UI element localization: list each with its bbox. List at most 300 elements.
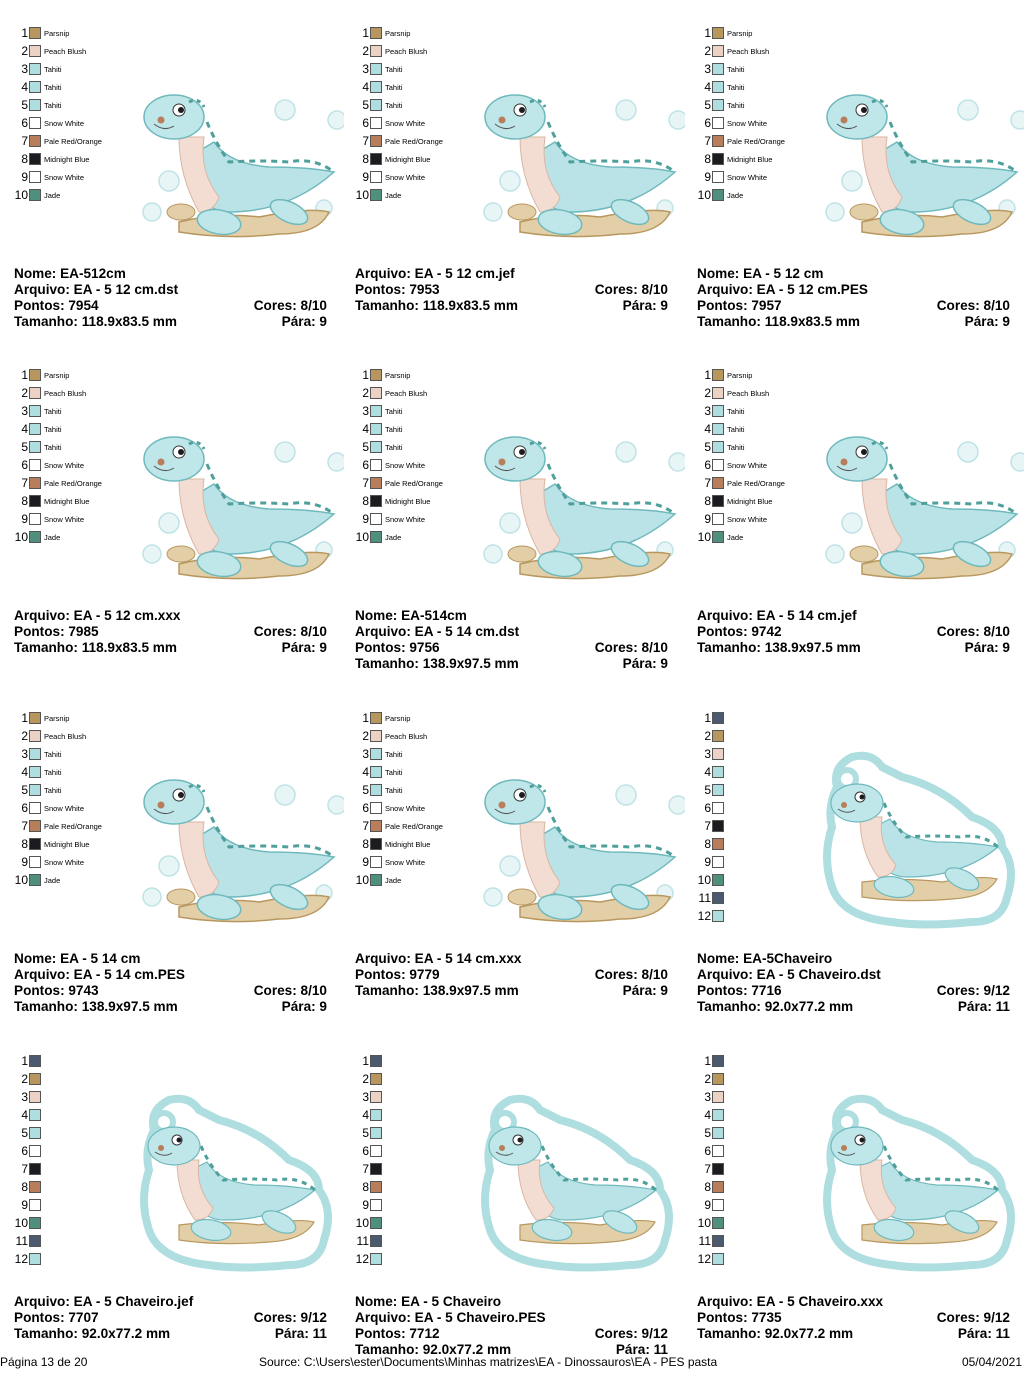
color-swatch xyxy=(370,748,382,760)
thread-color-row xyxy=(14,1232,134,1250)
thread-number: 9 xyxy=(21,855,28,869)
color-swatch xyxy=(712,495,724,507)
color-swatch xyxy=(370,387,382,399)
info-label: Tamanho: 92.0x77.2 mm xyxy=(697,999,854,1014)
info-line xyxy=(355,298,668,314)
thread-color-row xyxy=(14,1088,134,1106)
info-line xyxy=(697,608,1010,624)
color-swatch xyxy=(29,820,41,832)
color-swatch xyxy=(712,171,724,183)
color-swatch xyxy=(712,766,724,778)
thread-color-row xyxy=(355,1232,475,1250)
thread-number: 5 xyxy=(362,440,369,454)
info-line xyxy=(697,999,1010,1015)
info-line xyxy=(697,1310,1010,1326)
thread-color-row xyxy=(697,763,817,781)
thread-number: 10 xyxy=(14,530,28,544)
info-label: Pontos: 7712 xyxy=(355,1326,440,1341)
thread-name: Pale Red/Orange xyxy=(727,136,785,146)
info-label: Pontos: 7707 xyxy=(14,1310,99,1325)
info-line xyxy=(14,1310,327,1326)
color-swatch xyxy=(29,802,41,814)
thread-color-row xyxy=(697,420,817,438)
info-line xyxy=(355,656,668,672)
color-swatch xyxy=(29,856,41,868)
info-label: Arquivo: EA - 5 Chaveiro.xxx xyxy=(697,1294,884,1309)
color-swatch xyxy=(712,784,724,796)
thread-color-row xyxy=(697,96,817,114)
info-line xyxy=(14,951,327,967)
color-swatch xyxy=(29,27,41,39)
thread-color-list xyxy=(355,1052,475,1268)
color-swatch xyxy=(370,495,382,507)
dino-embroidery-art xyxy=(460,404,685,589)
thread-number: 1 xyxy=(362,1054,369,1068)
page-footer xyxy=(0,1355,1024,1369)
color-swatch xyxy=(712,910,724,922)
thread-number: 5 xyxy=(704,98,711,112)
thread-number: 2 xyxy=(21,386,28,400)
thread-name: Midnight Blue xyxy=(44,839,90,849)
thread-color-row xyxy=(697,78,817,96)
thread-color-row xyxy=(697,24,817,42)
thread-number: 9 xyxy=(704,512,711,526)
thread-number: 9 xyxy=(21,512,28,526)
info-value-right: Cores: 8/10 xyxy=(594,282,668,297)
color-swatch xyxy=(370,784,382,796)
design-info xyxy=(14,951,327,1015)
thread-number: 1 xyxy=(21,1054,28,1068)
design-info xyxy=(355,266,668,314)
thread-color-row xyxy=(355,186,475,204)
color-swatch xyxy=(370,63,382,75)
thread-number: 4 xyxy=(362,422,369,436)
thread-color-list xyxy=(355,366,475,546)
thread-number: 8 xyxy=(21,152,28,166)
color-swatch xyxy=(29,45,41,57)
info-line xyxy=(697,983,1010,999)
info-value-right: Cores: 8/10 xyxy=(253,298,327,313)
thread-number: 7 xyxy=(362,476,369,490)
thread-number: 8 xyxy=(21,494,28,508)
color-swatch xyxy=(370,369,382,381)
thread-color-row xyxy=(697,799,817,817)
design-preview xyxy=(802,404,1024,589)
thread-color-row xyxy=(697,817,817,835)
color-swatch xyxy=(712,63,724,75)
thread-number: 2 xyxy=(21,729,28,743)
design-info xyxy=(355,1294,668,1358)
thread-number: 1 xyxy=(362,368,369,382)
thread-color-row xyxy=(14,186,134,204)
thread-color-row xyxy=(14,420,134,438)
thread-name: Tahiti xyxy=(44,406,62,416)
thread-name: Parsnip xyxy=(385,28,411,38)
thread-color-row xyxy=(697,709,817,727)
color-swatch xyxy=(370,459,382,471)
color-swatch xyxy=(29,81,41,93)
thread-color-row xyxy=(14,438,134,456)
thread-number: 6 xyxy=(704,116,711,130)
thread-name: Tahiti xyxy=(385,767,403,777)
thread-number: 3 xyxy=(704,62,711,76)
thread-color-row xyxy=(697,474,817,492)
thread-name: Snow White xyxy=(44,172,85,182)
info-line xyxy=(697,298,1010,314)
info-value-right: Pára: 9 xyxy=(622,983,668,998)
color-swatch xyxy=(712,856,724,868)
thread-color-row xyxy=(697,1250,817,1268)
thread-name: Tahiti xyxy=(44,100,62,110)
info-line xyxy=(355,624,668,640)
info-value-right: Cores: 9/12 xyxy=(936,1310,1010,1325)
color-swatch xyxy=(712,1217,724,1229)
design-info xyxy=(697,1294,1010,1342)
color-swatch xyxy=(29,1199,41,1211)
info-line xyxy=(355,983,668,999)
thread-number: 6 xyxy=(362,801,369,815)
thread-name: Snow White xyxy=(727,514,768,524)
thread-name: Tahiti xyxy=(727,424,745,434)
info-label: Arquivo: EA - 5 12 cm.PES xyxy=(697,282,868,297)
thread-name: Tahiti xyxy=(385,100,403,110)
info-label: Arquivo: EA - 5 12 cm.jef xyxy=(355,266,515,281)
design-info xyxy=(14,1294,327,1342)
design-preview xyxy=(802,747,1024,932)
print-date: 05/04/2021 xyxy=(961,1355,1022,1369)
info-line xyxy=(355,266,668,282)
color-swatch xyxy=(370,153,382,165)
color-swatch xyxy=(370,117,382,129)
design-card xyxy=(14,366,344,706)
color-swatch xyxy=(712,135,724,147)
thread-number: 2 xyxy=(362,1072,369,1086)
thread-color-row xyxy=(355,1070,475,1088)
info-line xyxy=(355,967,668,983)
thread-color-row xyxy=(14,492,134,510)
info-label: Tamanho: 118.9x83.5 mm xyxy=(697,314,860,329)
thread-number: 7 xyxy=(704,819,711,833)
color-swatch xyxy=(370,1145,382,1157)
thread-name: Snow White xyxy=(385,803,426,813)
info-label: Pontos: 9742 xyxy=(697,624,782,639)
thread-number: 9 xyxy=(704,855,711,869)
color-swatch xyxy=(712,1253,724,1265)
thread-color-row xyxy=(355,745,475,763)
color-swatch xyxy=(370,45,382,57)
thread-number: 5 xyxy=(704,783,711,797)
thread-color-row xyxy=(14,709,134,727)
thread-number: 4 xyxy=(21,1108,28,1122)
design-info xyxy=(14,608,327,656)
thread-color-row xyxy=(355,402,475,420)
design-card xyxy=(697,709,1024,1049)
thread-number: 8 xyxy=(21,1180,28,1194)
design-card xyxy=(355,24,685,364)
info-line xyxy=(14,266,327,282)
thread-number: 7 xyxy=(21,134,28,148)
thread-color-row xyxy=(697,438,817,456)
info-label: Arquivo: EA - 5 Chaveiro.jef xyxy=(14,1294,194,1309)
thread-color-row xyxy=(14,456,134,474)
info-label: Arquivo: EA - 5 Chaveiro.PES xyxy=(355,1310,546,1325)
info-value-right: Pára: 11 xyxy=(615,1342,668,1357)
thread-name: Parsnip xyxy=(727,370,753,380)
info-line xyxy=(14,624,327,640)
thread-number: 9 xyxy=(362,512,369,526)
color-swatch xyxy=(370,1199,382,1211)
info-value-right: Pára: 9 xyxy=(622,656,668,671)
info-value-right: Pára: 9 xyxy=(622,298,668,313)
thread-color-row xyxy=(355,42,475,60)
thread-number: 2 xyxy=(21,44,28,58)
thread-color-list xyxy=(14,1052,134,1268)
design-card xyxy=(355,1052,685,1392)
color-swatch xyxy=(712,531,724,543)
info-value-right: Pára: 11 xyxy=(957,1326,1010,1341)
design-preview xyxy=(802,62,1024,247)
thread-number: 10 xyxy=(355,1216,369,1230)
thread-number: 3 xyxy=(704,747,711,761)
design-info xyxy=(355,951,668,999)
thread-name: Snow White xyxy=(44,803,85,813)
color-swatch xyxy=(370,802,382,814)
info-value-right: Cores: 8/10 xyxy=(936,624,1010,639)
info-line xyxy=(697,624,1010,640)
thread-number: 7 xyxy=(362,819,369,833)
info-label: Nome: EA-512cm xyxy=(14,266,126,281)
color-swatch xyxy=(29,441,41,453)
design-card xyxy=(355,709,685,1049)
page-number: Página 13 de 20 xyxy=(0,1355,88,1369)
thread-color-row xyxy=(697,1214,817,1232)
thread-number: 6 xyxy=(21,1144,28,1158)
color-swatch xyxy=(29,117,41,129)
thread-color-row xyxy=(697,60,817,78)
thread-number: 8 xyxy=(704,1180,711,1194)
thread-color-row xyxy=(697,1196,817,1214)
info-label: Nome: EA-5Chaveiro xyxy=(697,951,833,966)
thread-color-row xyxy=(14,96,134,114)
thread-color-list xyxy=(14,709,134,889)
thread-number: 3 xyxy=(21,62,28,76)
info-line xyxy=(14,314,327,330)
thread-number: 6 xyxy=(21,116,28,130)
thread-number: 7 xyxy=(21,1162,28,1176)
color-swatch xyxy=(370,1217,382,1229)
thread-color-row xyxy=(355,1142,475,1160)
thread-number: 6 xyxy=(704,801,711,815)
info-line xyxy=(697,951,1010,967)
thread-name: Tahiti xyxy=(44,64,62,74)
thread-number: 8 xyxy=(704,837,711,851)
info-value-right: Pára: 9 xyxy=(281,640,327,655)
thread-name: Parsnip xyxy=(44,370,70,380)
thread-number: 2 xyxy=(704,729,711,743)
thread-number: 3 xyxy=(21,404,28,418)
thread-color-row xyxy=(355,1124,475,1142)
thread-name: Tahiti xyxy=(385,424,403,434)
design-card xyxy=(14,1052,344,1392)
thread-name: Snow White xyxy=(727,460,768,470)
thread-color-row xyxy=(697,745,817,763)
info-value-right: Cores: 9/12 xyxy=(253,1310,327,1325)
thread-color-row xyxy=(697,835,817,853)
thread-color-row xyxy=(355,24,475,42)
thread-name: Snow White xyxy=(385,514,426,524)
info-value-right: Pára: 11 xyxy=(274,1326,327,1341)
design-preview xyxy=(119,404,344,589)
color-swatch xyxy=(370,1235,382,1247)
info-value-right: Cores: 8/10 xyxy=(253,983,327,998)
thread-color-row xyxy=(14,853,134,871)
thread-name: Jade xyxy=(44,532,61,542)
thread-number: 5 xyxy=(362,783,369,797)
info-line xyxy=(14,608,327,624)
thread-color-row xyxy=(14,384,134,402)
thread-color-row xyxy=(355,1250,475,1268)
color-swatch xyxy=(29,784,41,796)
info-line xyxy=(697,1326,1010,1342)
color-swatch xyxy=(29,748,41,760)
thread-color-row xyxy=(355,510,475,528)
color-swatch xyxy=(29,1073,41,1085)
thread-number: 3 xyxy=(704,404,711,418)
info-label: Arquivo: EA - 5 14 cm.dst xyxy=(355,624,520,639)
info-line xyxy=(14,640,327,656)
thread-color-row xyxy=(14,474,134,492)
info-label: Pontos: 7735 xyxy=(697,1310,782,1325)
color-swatch xyxy=(29,63,41,75)
thread-color-row xyxy=(355,835,475,853)
thread-name: Jade xyxy=(385,532,402,542)
dino-embroidery-art xyxy=(119,404,344,589)
thread-number: 10 xyxy=(697,1216,711,1230)
thread-name: Tahiti xyxy=(44,442,62,452)
info-label: Pontos: 9756 xyxy=(355,640,440,655)
info-label: Tamanho: 138.9x97.5 mm xyxy=(697,640,861,655)
thread-number: 5 xyxy=(362,98,369,112)
info-label: Tamanho: 138.9x97.5 mm xyxy=(355,656,519,671)
thread-color-row xyxy=(14,60,134,78)
thread-color-row xyxy=(697,727,817,745)
thread-name: Tahiti xyxy=(44,785,62,795)
color-swatch xyxy=(370,1091,382,1103)
color-swatch xyxy=(712,189,724,201)
info-label: Pontos: 7716 xyxy=(697,983,782,998)
thread-number: 5 xyxy=(21,440,28,454)
thread-color-row xyxy=(14,763,134,781)
thread-name: Snow White xyxy=(44,460,85,470)
thread-number: 10 xyxy=(14,873,28,887)
thread-number: 10 xyxy=(14,1216,28,1230)
info-label: Pontos: 7957 xyxy=(697,298,782,313)
thread-color-row xyxy=(14,1070,134,1088)
color-swatch xyxy=(29,189,41,201)
color-swatch xyxy=(370,1253,382,1265)
thread-number: 7 xyxy=(362,1162,369,1176)
design-preview xyxy=(119,747,344,932)
color-swatch xyxy=(29,712,41,724)
thread-color-row xyxy=(355,384,475,402)
thread-color-row xyxy=(14,799,134,817)
keychain-embroidery-art xyxy=(802,747,1024,932)
thread-number: 7 xyxy=(362,134,369,148)
thread-color-row xyxy=(355,1106,475,1124)
info-label: Pontos: 9779 xyxy=(355,967,440,982)
design-card xyxy=(355,366,685,706)
thread-number: 6 xyxy=(362,116,369,130)
thread-color-row xyxy=(697,889,817,907)
thread-number: 5 xyxy=(21,98,28,112)
info-value-right: Pára: 9 xyxy=(281,314,327,329)
info-label: Arquivo: EA - 5 Chaveiro.dst xyxy=(697,967,881,982)
thread-name: Parsnip xyxy=(385,370,411,380)
thread-color-row xyxy=(355,1178,475,1196)
thread-name: Midnight Blue xyxy=(727,496,773,506)
thread-color-row xyxy=(355,474,475,492)
color-swatch xyxy=(29,1217,41,1229)
thread-name: Peach Blush xyxy=(727,46,770,56)
thread-number: 6 xyxy=(21,458,28,472)
keychain-embroidery-art xyxy=(460,1090,685,1275)
thread-color-row xyxy=(355,150,475,168)
dino-embroidery-art xyxy=(119,62,344,247)
info-line xyxy=(355,1294,668,1310)
thread-color-row xyxy=(14,1214,134,1232)
thread-number: 7 xyxy=(21,819,28,833)
info-value-right: Cores: 8/10 xyxy=(936,298,1010,313)
info-label: Tamanho: 92.0x77.2 mm xyxy=(14,1326,171,1341)
color-swatch xyxy=(29,495,41,507)
thread-color-row xyxy=(14,42,134,60)
color-swatch xyxy=(370,874,382,886)
dino-embroidery-art xyxy=(460,747,685,932)
info-line xyxy=(697,640,1010,656)
thread-name: Peach Blush xyxy=(44,388,87,398)
thread-name: Midnight Blue xyxy=(385,496,431,506)
thread-color-row xyxy=(355,420,475,438)
info-label: Nome: EA - 5 Chaveiro xyxy=(355,1294,502,1309)
color-swatch xyxy=(370,531,382,543)
thread-name: Midnight Blue xyxy=(727,154,773,164)
color-swatch xyxy=(712,387,724,399)
thread-color-list xyxy=(355,709,475,889)
thread-color-row xyxy=(697,510,817,528)
info-line xyxy=(697,266,1010,282)
thread-color-row xyxy=(697,456,817,474)
thread-color-row xyxy=(355,1052,475,1070)
info-label: Nome: EA - 5 12 cm xyxy=(697,266,824,281)
source-path: Source: C:\Users\ester\Documents\Minhas matrizes\EA - Dinossauros\EA - PES pasta xyxy=(259,1355,718,1369)
design-card xyxy=(14,709,344,1049)
thread-color-row xyxy=(697,1178,817,1196)
color-swatch xyxy=(712,820,724,832)
thread-number: 1 xyxy=(362,711,369,725)
thread-name: Snow White xyxy=(385,172,426,182)
thread-color-row xyxy=(14,510,134,528)
thread-color-row xyxy=(14,402,134,420)
thread-color-row xyxy=(697,492,817,510)
color-swatch xyxy=(370,1073,382,1085)
thread-color-row xyxy=(355,456,475,474)
info-value-right: Cores: 8/10 xyxy=(594,967,668,982)
info-value-right: Pára: 11 xyxy=(957,999,1010,1014)
thread-color-row xyxy=(14,1250,134,1268)
thread-name: Jade xyxy=(385,190,402,200)
thread-name: Tahiti xyxy=(727,406,745,416)
thread-name: Pale Red/Orange xyxy=(385,478,443,488)
